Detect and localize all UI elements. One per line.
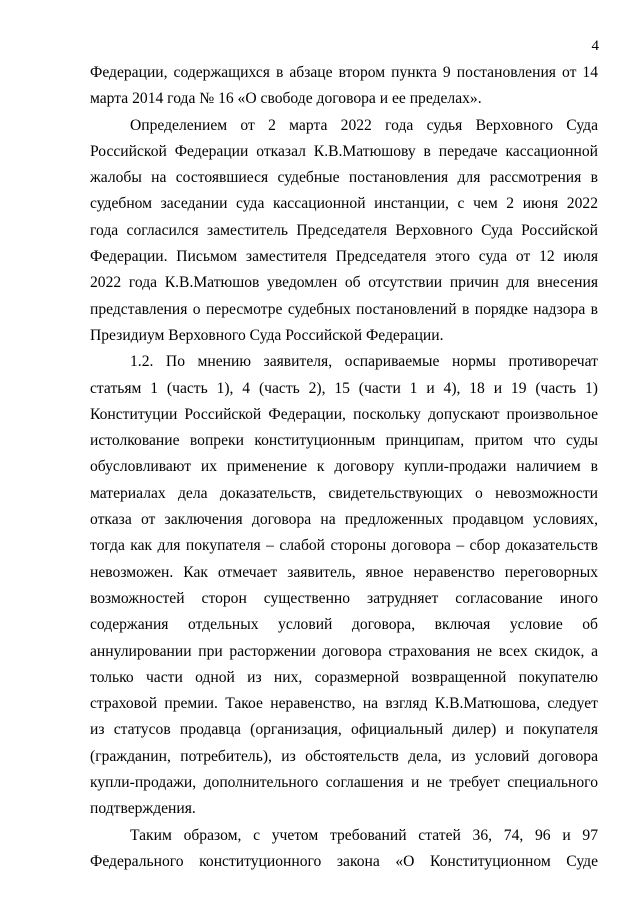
text-line: невозможен. Как отмечает заявитель, явное неравенство переговорных xyxy=(90,563,598,581)
paragraph-section-1-2 xyxy=(90,349,598,822)
text-line: купли-продажи, дополнительного соглашения и не требует специального xyxy=(90,774,598,792)
text-line: аннулировании при расторжении договора страхования не всех скидок, а xyxy=(90,642,598,660)
text-line: Федерации, содержащихся в абзаце втором пункта 9 постановления от 14 xyxy=(90,64,598,81)
text-line: 2022 года К.В.Матюшов уведомлен об отсутствии причин для внесения xyxy=(90,274,598,292)
text-line: только части одной из них, соразмерной возвращенной покупателю xyxy=(90,668,598,686)
text-line: статьям 1 (часть 1), 4 (часть 2), 15 (части 1 и 4), 18 и 19 (часть 1) xyxy=(90,379,598,397)
text-line: Таким образом, с учетом требований статей 36, 74, 96 и 97 xyxy=(130,826,598,844)
text-line: обусловливают их применение к договору купли-продажи наличием в xyxy=(90,458,598,476)
text-line: из статусов продавца (организация, официальный дилер) и покупателя xyxy=(90,721,598,739)
text-line: истолкование вопреки конституционным принципам, притом что суды xyxy=(90,432,598,450)
paragraph-conclusion xyxy=(90,823,598,876)
text-line: судебном заседании суда кассационной инстанции, с чем 2 июня 2022 xyxy=(90,195,598,213)
text-line: 1.2. По мнению заявителя, оспариваемые нормы противоречат xyxy=(130,353,598,371)
text-line: года согласился заместитель Председателя Верховного Суда Российской xyxy=(90,221,598,239)
text-line: Российской Федерации отказал К.В.Матюшову в передаче кассационной xyxy=(90,142,598,160)
text-line: материалах дела доказательств, свидетельствующих о невозможности xyxy=(90,484,598,502)
text-line: Федерального конституционного закона «О Конституционном Суде xyxy=(90,852,598,870)
text-line: марта 2014 года № 16 «О свободе договора и ее пределах». xyxy=(90,90,482,108)
text-line: представления о пересмотре судебных постановлений в порядке надзора в xyxy=(90,300,598,318)
text-line: жалобы на состоявшиеся судебные постановления для рассмотрения в xyxy=(90,169,598,187)
text-line: (гражданин, потребитель), из обстоятельств дела, из условий договора xyxy=(90,747,598,765)
paragraph-definition-ruling xyxy=(90,113,598,350)
paragraph-continuation xyxy=(90,60,598,113)
text-line: Президиум Верховного Суда Российской Федерации. xyxy=(90,326,444,344)
page-number: 4 xyxy=(591,38,599,54)
text-line: страховой премии. Такое неравенство, на взгляд К.В.Матюшова, следует xyxy=(90,695,598,713)
text-line: содержания отдельных условий договора, включая условие об xyxy=(90,616,598,634)
text-line: Федерации. Письмом заместителя Председателя этого суда от 12 июля xyxy=(90,248,598,266)
document-body xyxy=(90,60,598,875)
text-line: отказа от заключения договора на предложенных продавцом условиях, xyxy=(90,511,598,529)
text-line: тогда как для покупателя – слабой стороны договора – сбор доказательств xyxy=(90,537,598,555)
text-line: подтверждения. xyxy=(90,800,196,818)
text-line: Конституции Российской Федерации, поскольку допускают произвольное xyxy=(90,405,598,423)
text-line: возможностей сторон существенно затрудняет согласование иного xyxy=(90,589,598,607)
text-line: Определением от 2 марта 2022 года судья Верховного Суда xyxy=(130,116,598,134)
